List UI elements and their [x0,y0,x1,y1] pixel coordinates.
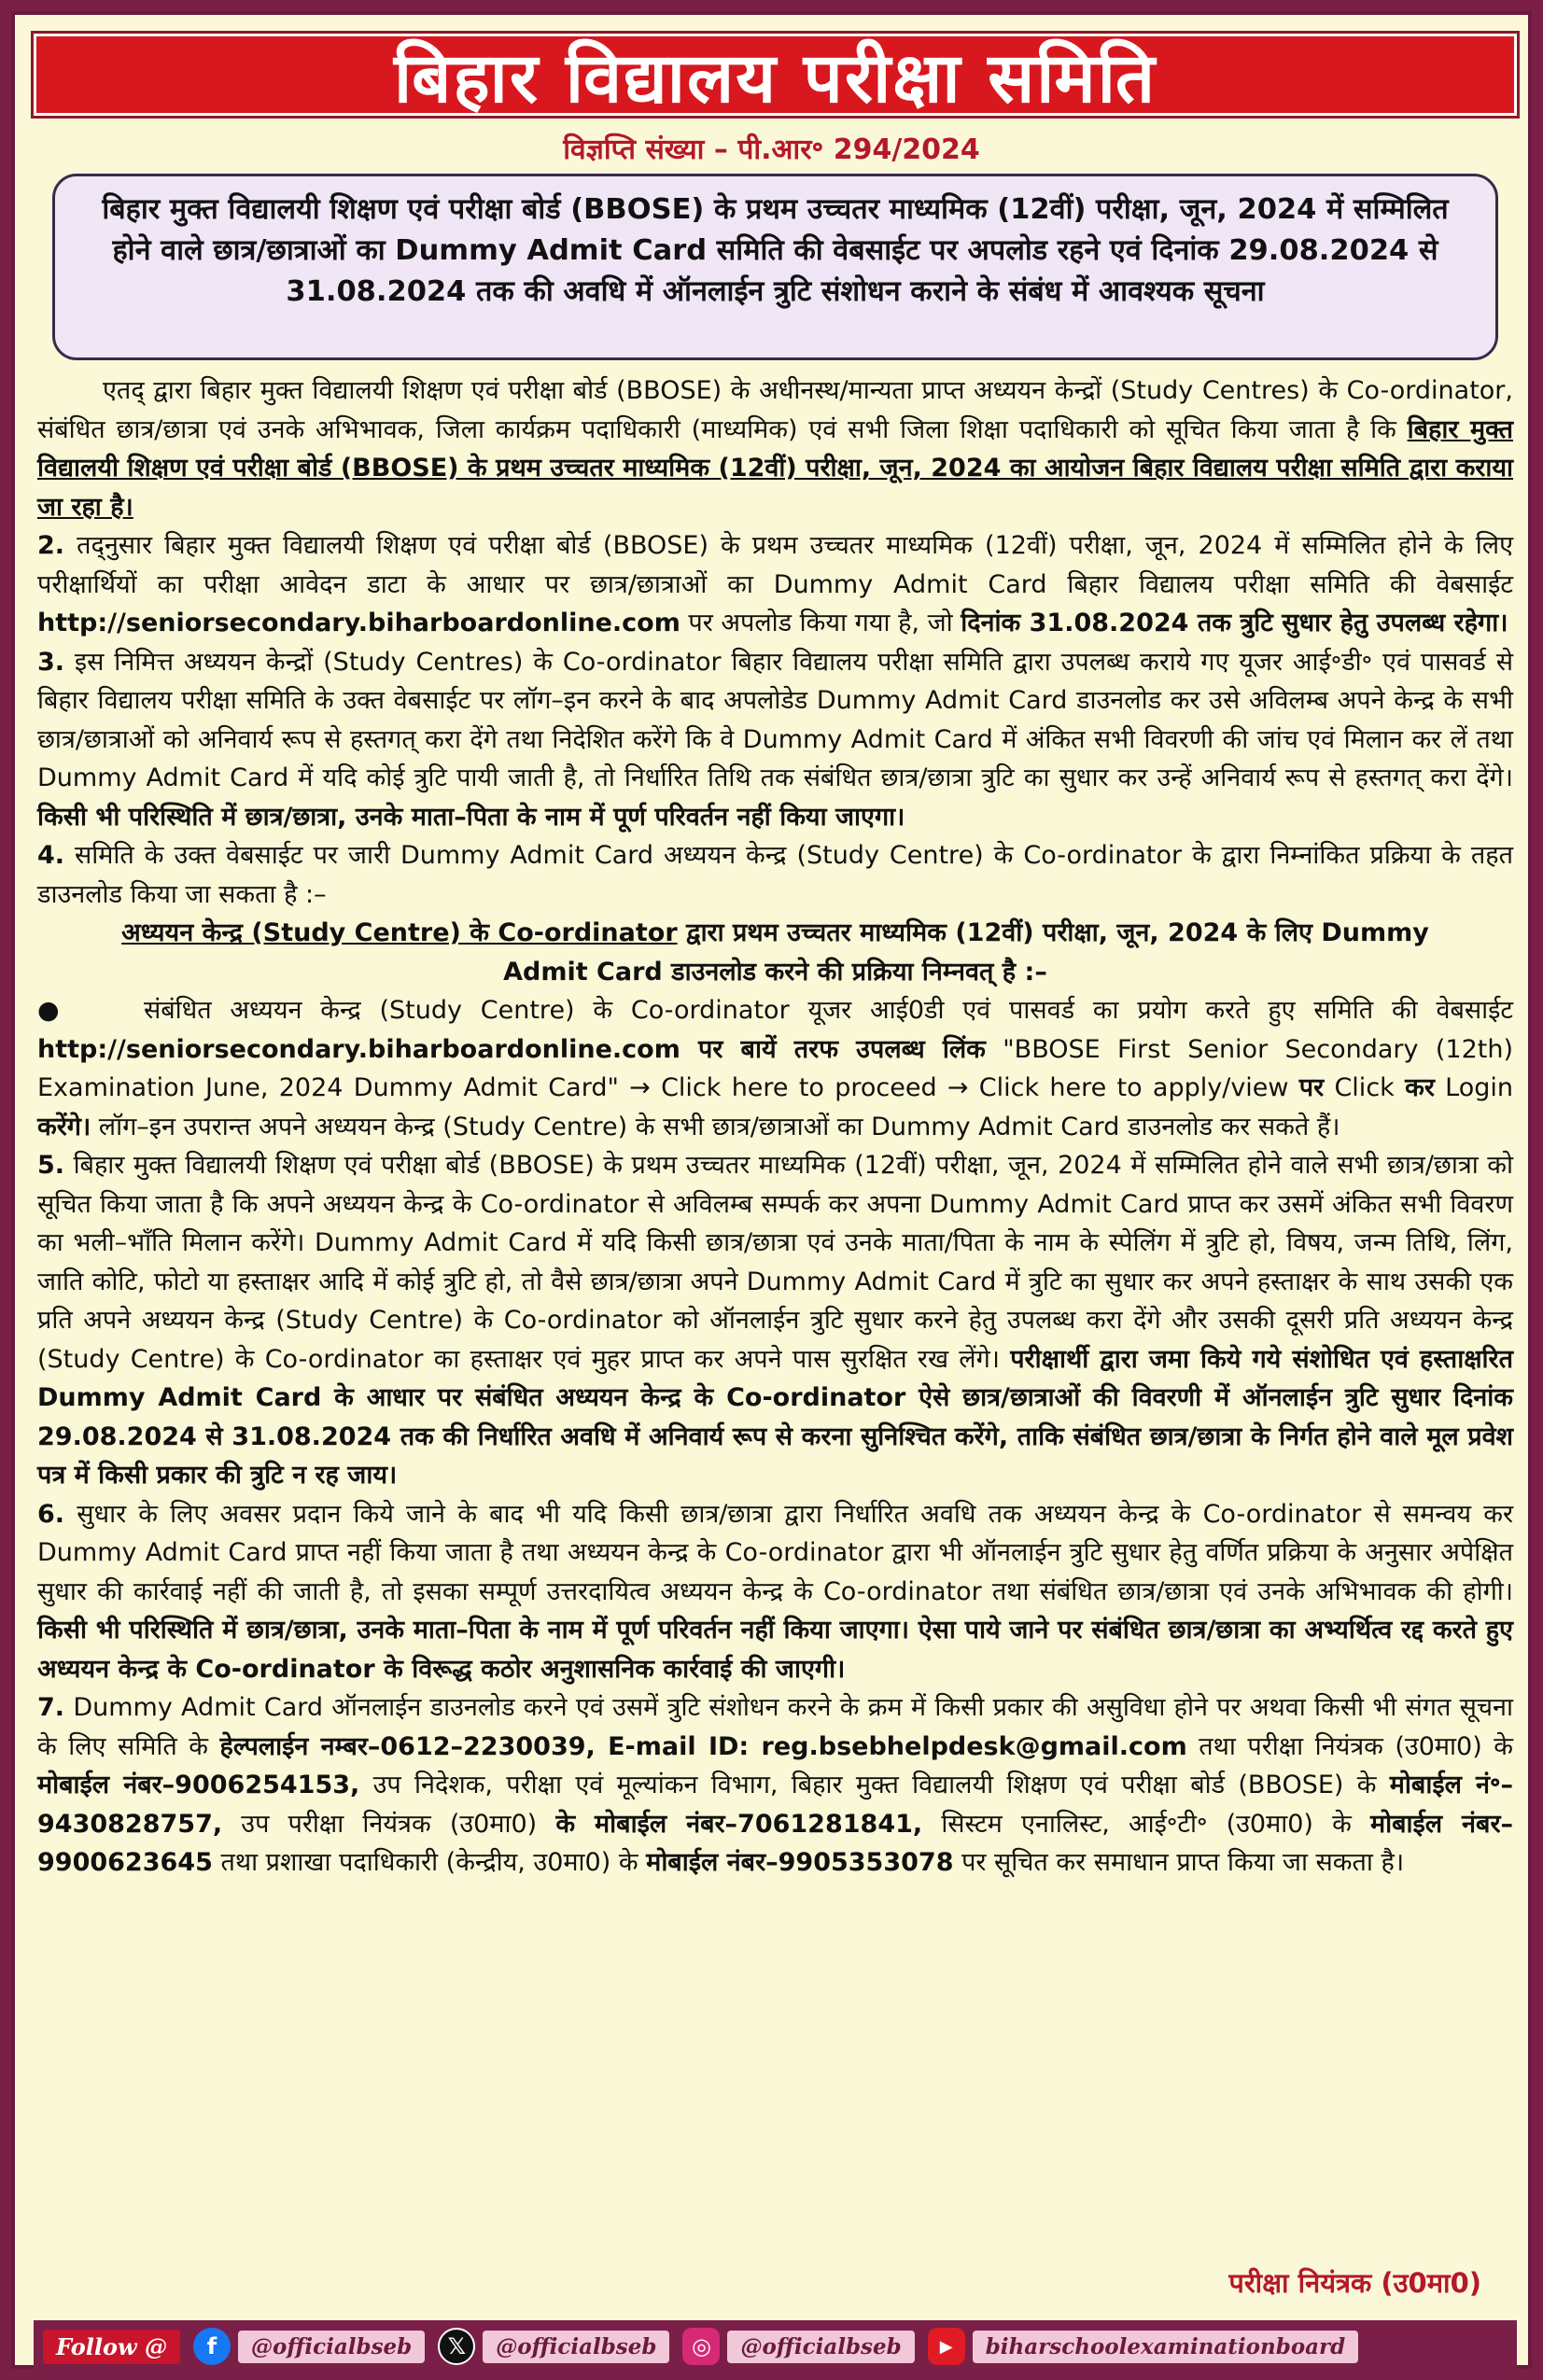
paragraph-7 [37,1688,1513,1883]
bullet-text-c: "BBOSE First Senior Secondary (12th) Examination June, 2024 Dummy Admit Card" → Click here to proceed → Click here to apply/view [37,1034,1513,1102]
bullet-text-d: पर [1298,1073,1325,1102]
paragraph-7-number: 7. [37,1693,65,1722]
helpline-and-email: हेल्पलाईन नम्बर–0612–2230039, E-mail ID: reg.bsebhelpdesk@gmail.com [219,1731,1187,1761]
paragraph-4-number: 4. [37,841,65,870]
paragraph-2-number: 2. [37,531,65,560]
procedure-heading-underlined: अध्ययन केन्द्र (Study Centre) के Co-ordinator [121,918,678,947]
youtube-link[interactable] [928,2328,1359,2365]
paragraph-2-text2: पर अपलोड किया गया है, जो [680,609,961,637]
paragraph-6-number: 6. [37,1499,65,1529]
mobile-4: मोबाईल नंबर–9900623645 [37,1809,1514,1877]
paragraph-5-number: 5. [37,1151,65,1180]
paragraph-2-bold: दिनांक 31.08.2024 तक त्रुटि सुधार हेतु उपलब्ध रहेगा। [961,609,1508,637]
procedure-heading-rest: द्वारा प्रथम उच्चतर माध्यमिक (12वीं) परीक्षा, जून, 2024 के लिए Dummy Admit Card डाउनलोड करने की प्रक्रिया निम्नवत् है :– [503,918,1429,987]
procedure-bullet [37,991,1513,1146]
p7-text-2: तथा परीक्षा नियंत्रक (उ0मा0) के [1186,1731,1513,1761]
instagram-icon: ◎ [682,2328,720,2365]
youtube-icon: ▶ [928,2328,965,2365]
paragraph-5 [37,1146,1513,1495]
p7-text-3: उप निदेशक, परीक्षा एवं मूल्यांकन विभाग, बिहार मुक्त विद्यालयी शिक्षण एवं परीक्षा बोर्ड (BBOSE) के [359,1771,1390,1799]
bullet-text-e: Click [1324,1073,1406,1102]
bullet-text-g: Login [1434,1073,1513,1102]
x-link[interactable] [438,2328,669,2365]
paragraph-1-bold: बिहार मुक्त विद्यालयी शिक्षण एवं परीक्षा बोर्ड (BBOSE) के प्रथम उच्चतर माध्यमिक (12वीं) परीक्षा, जून, 2024 का आयोजन बिहार विद्यालय परीक्षा समिति द्वारा कराया जा रहा है। [37,414,1513,522]
p7-text-7: पर सूचित कर समाधान प्राप्त किया जा सकता है। [953,1848,1405,1877]
social-footer [34,2320,1517,2373]
paragraph-6-text: सुधार के लिए अवसर प्रदान किये जाने के बाद भी यदि किसी छात्र/छात्रा द्वारा निर्धारित अवधि तक अध्ययन केन्द्र के Co-ordinator से समन्वय कर Dummy Admit Card प्राप्त नहीं किया जाता है तथा अध्ययन केन्द्र के Co-ordinator द्वारा भी ऑनलाईन त्रुटि सुधार हेतु वर्णित प्रक्रिया के अनुसार अपेक्षित सुधार की कार्रवाई नहीं की जाती है, तो इसका सम्पूर्ण उत्तरदायित्व अध्ययन केन्द्र के Co-ordinator तथा संबंधित छात्र/छात्रा एवं उनके अभिभावक की होगी। [37,1499,1513,1606]
x-icon: 𝕏 [438,2328,475,2365]
title-banner [34,34,1517,119]
bullet-text-h: करेंगे। [37,1112,91,1141]
facebook-link[interactable] [193,2328,425,2365]
x-handle: @officialbseb [483,2331,669,2363]
page-title: बिहार विद्यालय परीक्षा समिति [393,37,1157,119]
facebook-icon: f [193,2328,231,2365]
procedure-heading [37,914,1513,991]
bullet-text-i: लॉग–इन उपरान्त अपने अध्ययन केन्द्र (Study Centre) के सभी छात्र/छात्राओं का Dummy Admit Card डाउनलोड कर सकते हैं। [91,1112,1340,1141]
paragraph-4 [37,836,1513,914]
p7-text-6: तथा प्रशाखा पदाधिकारी (केन्द्रीय, उ0मा0) के [212,1848,647,1877]
paragraph-1-text: एतद् द्वारा बिहार मुक्त विद्यालयी शिक्षण एवं परीक्षा बोर्ड (BBOSE) के अधीनस्थ/मान्यता प्राप्त अध्ययन केन्द्रों (Study Centres) के Co-ordinator, संबंधित छात्र/छात्रा एवं उनके अभिभावक, जिला कार्यक्रम पदाधिकारी (माध्यमिक) एवं सभी जिला शिक्षा पदाधिकारी को सूचित किया जाता है कि [37,376,1513,444]
paragraph-6 [37,1495,1513,1689]
instagram-link[interactable] [682,2328,914,2365]
bullet-icon: ● [37,996,144,1025]
youtube-handle: biharschoolexaminationboard [973,2331,1359,2363]
website-link[interactable]: http://seniorsecondary.biharboardonline.com [37,609,680,637]
paragraph-3 [37,643,1513,837]
subject-box: बिहार मुक्त विद्यालयी शिक्षण एवं परीक्षा बोर्ड (BBOSE) के प्रथम उच्चतर माध्यमिक (12वीं) परीक्षा, जून, 2024 में सम्मिलित होने वाले छात्र/छात्राओं का Dummy Admit Card समिति की वेबसाईट पर अपलोड रहने एवं दिनांक 29.08.2024 से 31.08.2024 तक की अवधि में ऑनलाईन त्रुटि संशोधन कराने के संबंध में आवश्यक सूचना [52,174,1498,360]
paragraph-6-bold: किसी भी परिस्थिति में छात्र/छात्रा, उनके माता–पिता के नाम में पूर्ण परिवर्तन नहीं किया जाएगा। ऐसा पाये जाने पर संबंधित छात्र/छात्रा का अभ्यर्थित्व रद्द करते हुए अध्ययन केन्द्र के Co-ordinator के विरूद्ध कठोर अनुशासनिक कार्रवाई की जाएगी। [37,1616,1513,1684]
instagram-handle: @officialbseb [727,2331,914,2363]
signature: परीक्षा नियंत्रक (उ0मा0) [1228,2267,1481,2299]
paragraph-4-text: समिति के उक्त वेबसाईट पर जारी Dummy Admit Card अध्ययन केन्द्र (Study Centre) के Co-ordinator के द्वारा निम्नांकित प्रक्रिया के तहत डाउनलोड किया जा सकता है :– [37,841,1513,909]
page-frame [11,11,1532,2369]
paragraph-5-text: बिहार मुक्त विद्यालयी शिक्षण एवं परीक्षा बोर्ड (BBOSE) के प्रथम उच्चतर माध्यमिक (12वीं) परीक्षा, जून, 2024 में सम्मिलित होने वाले सभी छात्र/छात्रा को सूचित किया जाता है कि अपने अध्ययन केन्द्र के Co-ordinator से अविलम्ब सम्पर्क कर अपना Dummy Admit Card प्राप्त कर उसमें अंकित सभी विवरण का भली–भाँति मिलान करेंगे। Dummy Admit Card में यदि किसी छात्र/छात्रा एवं उनके माता/पिता के नाम के स्पेलिंग में त्रुटि हो, विषय, जन्म तिथि, लिंग, जाति कोटि, फोटो या हस्ताक्षर आदि में कोई त्रुटि हो, तो वैसे छात्र/छात्रा अपने Dummy Admit Card में त्रुटि का सुधार कर अपने हस्ताक्षर के साथ उसकी एक प्रति अपने अध्ययन केन्द्र (Study Centre) के Co-ordinator को ऑनलाईन त्रुटि सुधार करने हेतु उपलब्ध करा देंगे और उसकी दूसरी प्रति अध्ययन केन्द्र (Study Centre) के Co-ordinator का हस्ताक्षर एवं मुहर प्राप्त कर अपने पास सुरक्षित रख लेंगे। [37,1151,1513,1374]
p7-text-5: सिस्टम एनालिस्ट, आई॰टी॰ (उ0मा0) के [922,1809,1370,1839]
mobile-3: के मोबाईल नंबर–7061281841, [555,1809,923,1839]
p7-text-4: उप परीक्षा नियंत्रक (उ0मा0) [222,1809,556,1839]
paragraph-1 [37,371,1513,526]
mobile-2: मोबाईल नं॰–9430828757, [37,1771,1513,1839]
mobile-5: मोबाईल नंबर–9905353078 [646,1848,954,1877]
paragraph-3-number: 3. [37,647,65,677]
paragraph-5-bold: परीक्षार्थी द्वारा जमा किये गये संशोधित एवं हस्ताक्षरित Dummy Admit Card के आधार पर संबंधित अध्ययन केन्द्र के Co-ordinator ऐसे छात्र/छात्राओं की विवरणी में ऑनलाईन त्रुटि सुधार दिनांक 29.08.2024 से 31.08.2024 तक की निर्धारित अवधि में अनिवार्य रूप से करना सुनिश्चित करेंगे, ताकि संबंधित छात्र/छात्रा के निर्गत होने वाले मूल प्रवेश पत्र में किसी प्रकार की त्रुटि न रह जाय। [37,1344,1513,1490]
follow-label: Follow @ [43,2330,180,2364]
mobile-1: मोबाईल नंबर–9006254153, [37,1771,360,1799]
notice-number: विज्ञप्ति संख्या – पी.आर॰ 294/2024 [563,133,980,166]
paragraph-2 [37,526,1513,643]
p7-text-1: Dummy Admit Card ऑनलाईन डाउनलोड करने एवं उसमें त्रुटि संशोधन करने के क्रम में किसी प्रकार की असुविधा होने पर अथवा किसी भी संगत सूचना के लिए समिति के [37,1693,1513,1761]
bullet-text-f: कर [1405,1073,1435,1102]
bullet-link[interactable]: http://seniorsecondary.biharboardonline.com पर बायें तरफ उपलब्ध लिंक [37,1034,986,1064]
facebook-handle: @officialbseb [238,2331,425,2363]
paragraph-3-text: इस निमित्त अध्ययन केन्द्रों (Study Centres) के Co-ordinator बिहार विद्यालय परीक्षा समिति द्वारा उपलब्ध कराये गए यूजर आई॰डी॰ एवं पासवर्ड से बिहार विद्यालय परीक्षा समिति के उक्त वेबसाईट पर लॉग–इन करने के बाद अपलोडेड Dummy Admit Card डाउनलोड कर उसे अविलम्ब अपने केन्द्र के सभी छात्र/छात्राओं को अनिवार्य रूप से हस्तगत् करा देंगे तथा निदेशित करेंगे कि वे Dummy Admit Card में अंकित सभी विवरणी की जांच एवं मिलान कर लें तथा Dummy Admit Card में यदि कोई त्रुटि पायी जाती है, तो निर्धारित तिथि तक संबंधित छात्र/छात्रा त्रुटि का सुधार कर उन्हें अनिवार्य रूप से हस्तगत् करा देंगे। [37,647,1513,792]
paragraph-2-text: तद्नुसार बिहार मुक्त विद्यालयी शिक्षण एवं परीक्षा बोर्ड (BBOSE) के प्रथम उच्चतर माध्यमिक (12वीं) परीक्षा, जून, 2024 में सम्मिलित होने के लिए परीक्षार्थियों का परीक्षा आवेदन डाटा के आधार पर छात्र/छात्राओं का Dummy Admit Card बिहार विद्यालय परीक्षा समिति की वेबसाईट [37,531,1513,599]
bullet-text-a: संबंधित अध्ययन केन्द्र (Study Centre) के Co-ordinator यूजर आई0डी एवं पासवर्ड का प्रयोग करते हुए समिति की वेबसाईट [143,996,1514,1025]
notice-body [37,371,1513,1883]
paragraph-3-bold: किसी भी परिस्थिति में छात्र/छात्रा, उनके माता–पिता के नाम में पूर्ण परिवर्तन नहीं किया जाएगा। [37,802,905,832]
